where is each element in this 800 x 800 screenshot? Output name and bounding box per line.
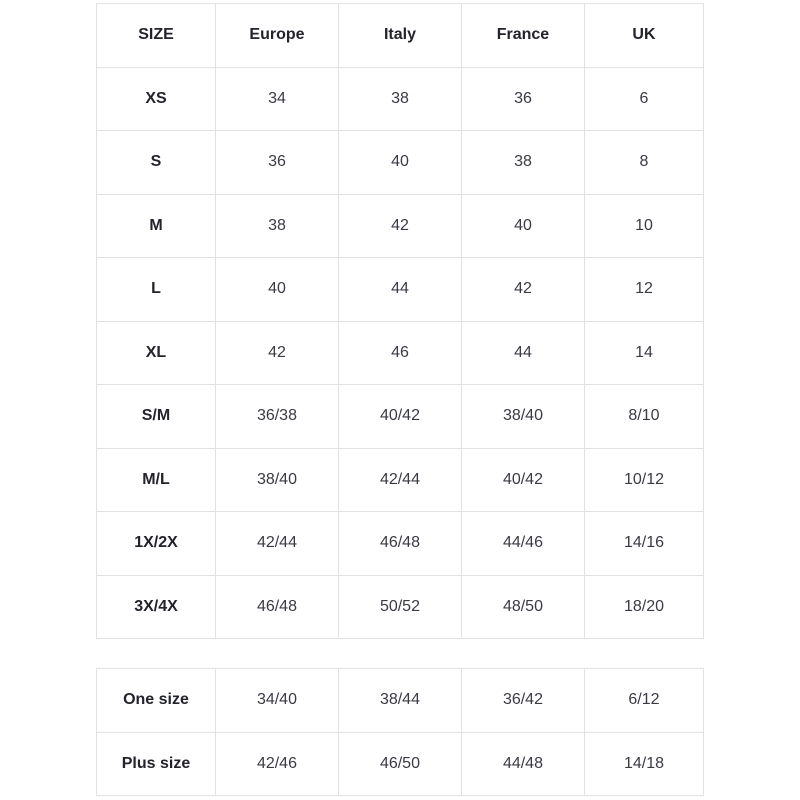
cell-france: 40/42	[461, 448, 584, 512]
cell-italy: 38/44	[338, 669, 461, 733]
row-label: 3X/4X	[97, 575, 216, 639]
cell-france: 48/50	[461, 575, 584, 639]
cell-europe: 36	[215, 131, 338, 195]
cell-france: 38	[461, 131, 584, 195]
table-row	[97, 321, 704, 385]
cell-italy: 46/50	[338, 732, 461, 796]
main-size-table-wrapper	[96, 3, 704, 639]
row-label: Plus size	[97, 732, 216, 796]
table-row	[97, 194, 704, 258]
cell-france: 38/40	[461, 385, 584, 449]
cell-france: 40	[461, 194, 584, 258]
cell-europe: 38/40	[215, 448, 338, 512]
cell-france: 42	[461, 258, 584, 322]
table-row	[97, 258, 704, 322]
main-size-table	[96, 3, 704, 639]
cell-italy: 42/44	[338, 448, 461, 512]
row-label: L	[97, 258, 216, 322]
row-label: S/M	[97, 385, 216, 449]
main-size-table-head	[97, 4, 704, 68]
cell-italy: 44	[338, 258, 461, 322]
cell-uk: 12	[584, 258, 703, 322]
cell-uk: 18/20	[584, 575, 703, 639]
table-row	[97, 575, 704, 639]
extra-size-table-wrapper	[96, 668, 704, 796]
row-label: M/L	[97, 448, 216, 512]
table-header-row	[97, 4, 704, 68]
extra-size-table	[96, 668, 704, 796]
cell-italy: 46	[338, 321, 461, 385]
cell-france: 36	[461, 67, 584, 131]
cell-europe: 34/40	[215, 669, 338, 733]
cell-uk: 10/12	[584, 448, 703, 512]
cell-uk: 8/10	[584, 385, 703, 449]
cell-europe: 42	[215, 321, 338, 385]
row-label: XL	[97, 321, 216, 385]
cell-uk: 14/18	[584, 732, 703, 796]
column-header-europe: Europe	[215, 4, 338, 68]
row-label: 1X/2X	[97, 512, 216, 576]
extra-size-table-body	[97, 669, 704, 796]
cell-italy: 40	[338, 131, 461, 195]
row-label: M	[97, 194, 216, 258]
cell-europe: 42/44	[215, 512, 338, 576]
table-row	[97, 669, 704, 733]
cell-france: 44	[461, 321, 584, 385]
cell-uk: 10	[584, 194, 703, 258]
cell-europe: 46/48	[215, 575, 338, 639]
table-row	[97, 131, 704, 195]
cell-uk: 8	[584, 131, 703, 195]
cell-europe: 34	[215, 67, 338, 131]
cell-italy: 42	[338, 194, 461, 258]
cell-europe: 38	[215, 194, 338, 258]
cell-uk: 6	[584, 67, 703, 131]
cell-france: 36/42	[461, 669, 584, 733]
cell-italy: 46/48	[338, 512, 461, 576]
cell-france: 44/48	[461, 732, 584, 796]
cell-uk: 6/12	[584, 669, 703, 733]
cell-europe: 42/46	[215, 732, 338, 796]
table-row	[97, 512, 704, 576]
cell-italy: 50/52	[338, 575, 461, 639]
column-header-italy: Italy	[338, 4, 461, 68]
column-header-size: SIZE	[97, 4, 216, 68]
main-size-table-body	[97, 67, 704, 639]
cell-uk: 14	[584, 321, 703, 385]
cell-uk: 14/16	[584, 512, 703, 576]
cell-france: 44/46	[461, 512, 584, 576]
cell-italy: 40/42	[338, 385, 461, 449]
column-header-uk: UK	[584, 4, 703, 68]
table-row	[97, 448, 704, 512]
table-row	[97, 67, 704, 131]
table-row	[97, 732, 704, 796]
row-label: One size	[97, 669, 216, 733]
cell-italy: 38	[338, 67, 461, 131]
cell-europe: 36/38	[215, 385, 338, 449]
row-label: S	[97, 131, 216, 195]
table-row	[97, 385, 704, 449]
cell-europe: 40	[215, 258, 338, 322]
column-header-france: France	[461, 4, 584, 68]
row-label: XS	[97, 67, 216, 131]
